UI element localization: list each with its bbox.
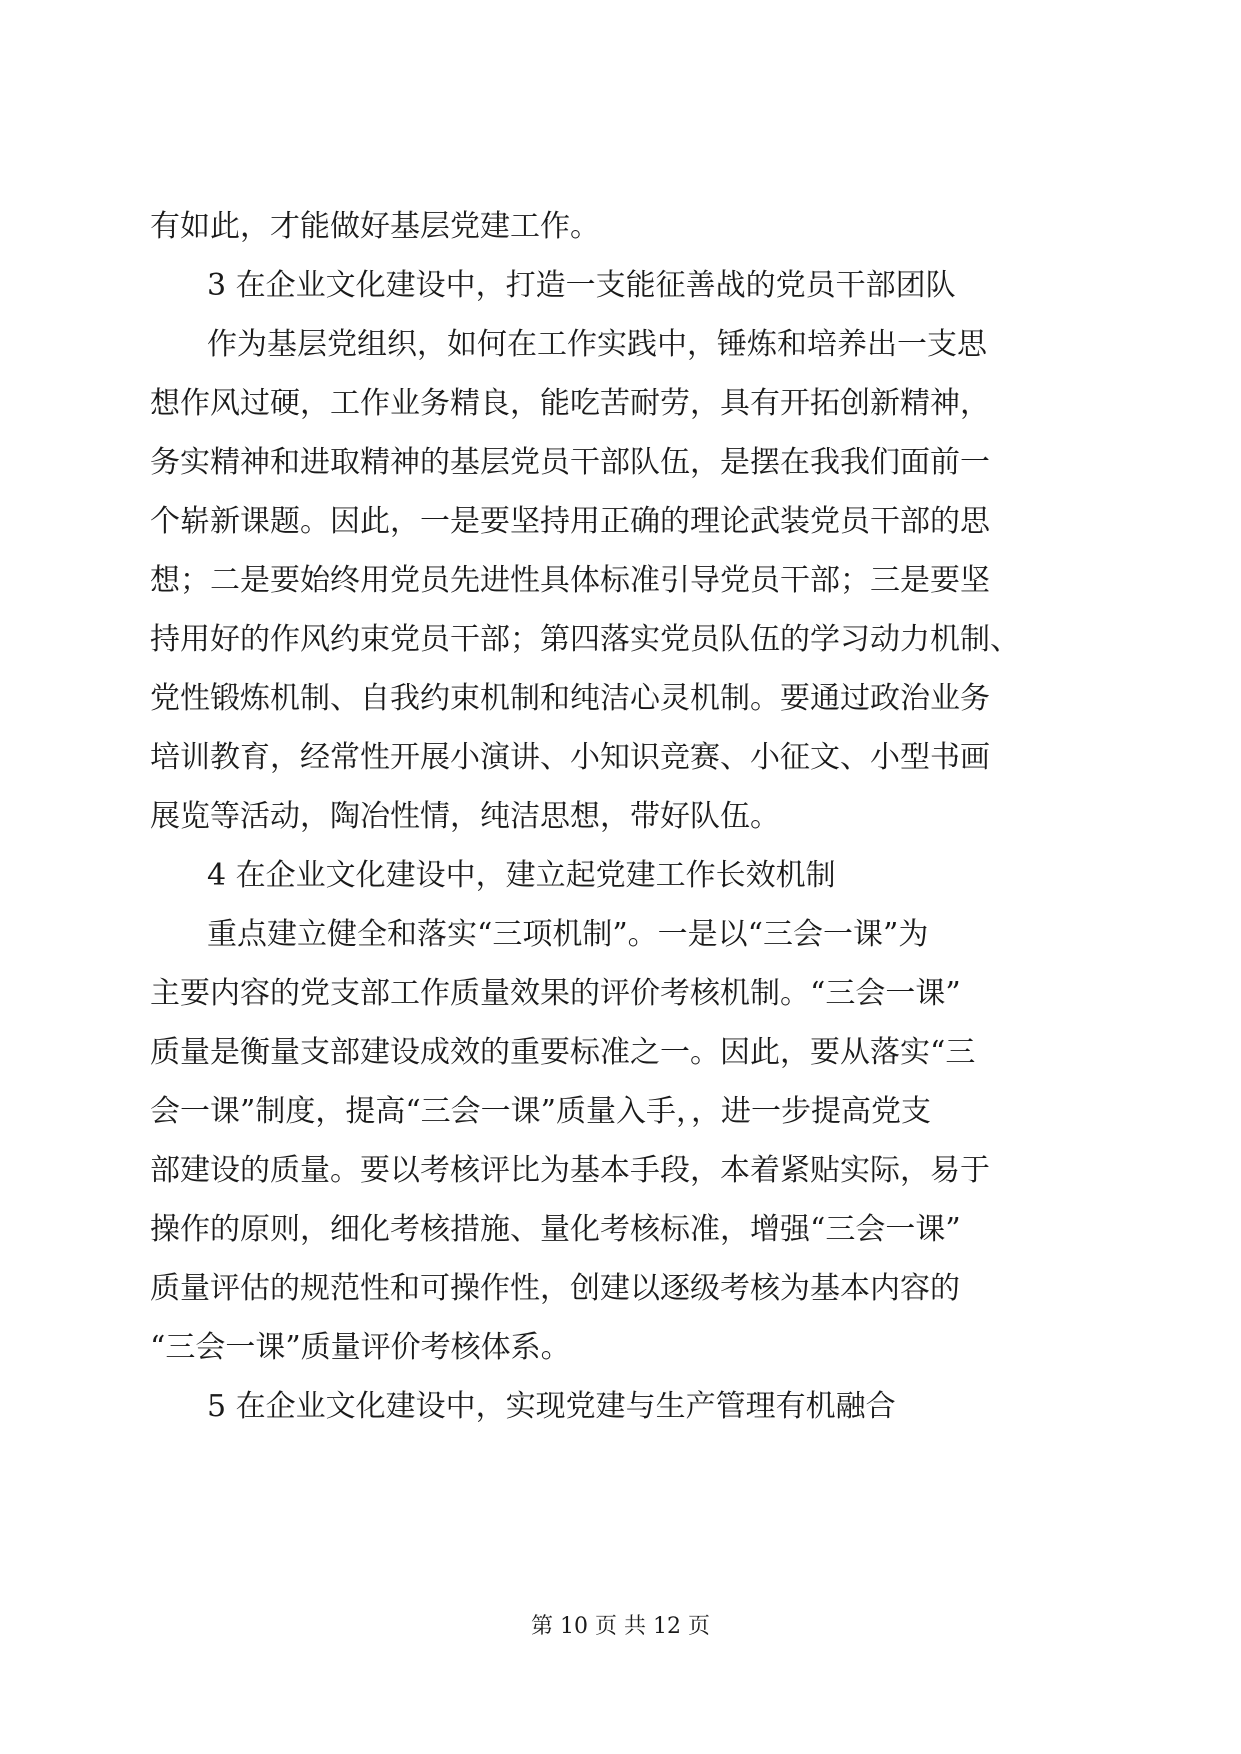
text-line: 重点建立健全和落实“三项机制”。一是以“三会一课”为	[207, 917, 929, 952]
text-line: 会一课”制度，提高“三会一课”质量入手，，进一步提高党支	[150, 1094, 932, 1129]
section-heading-3: 3 在企业文化建设中，打造一支能征善战的党员干部团队	[207, 268, 956, 303]
text-line: 务实精神和进取精神的基层党员干部队伍，是摆在我我们面前一	[150, 445, 990, 480]
text-line: 作为基层党组织，如何在工作实践中，锤炼和培养出一支思	[207, 327, 987, 362]
text-line: 想；二是要始终用党员先进性具体标准引导党员干部；三是要坚	[150, 563, 990, 598]
text-line: “三会一课”质量评价考核体系。	[150, 1330, 571, 1365]
text-line: 质量评估的规范性和可操作性，创建以逐级考核为基本内容的	[150, 1271, 960, 1306]
text-line: 质量是衡量支部建设成效的重要标准之一。因此，要从落实“三	[150, 1035, 976, 1070]
section-heading-5: 5 在企业文化建设中，实现党建与生产管理有机融合	[207, 1389, 896, 1424]
section-heading-4: 4 在企业文化建设中，建立起党建工作长效机制	[207, 858, 836, 893]
text-line: 有如此，才能做好基层党建工作。	[150, 209, 600, 244]
text-line: 培训教育，经常性开展小演讲、小知识竞赛、小征文、小型书画	[150, 740, 990, 775]
text-line: 持用好的作风约束党员干部；第四落实党员队伍的学习动力机制、	[150, 622, 1020, 657]
page-number-footer: 第 10 页 共 12 页	[531, 1614, 710, 1639]
text-line: 展览等活动，陶冶性情，纯洁思想，带好队伍。	[150, 799, 780, 834]
text-line: 部建设的质量。要以考核评比为基本手段，本着紧贴实际，易于	[150, 1153, 990, 1188]
text-line: 想作风过硬，工作业务精良，能吃苦耐劳，具有开拓创新精神，	[150, 386, 990, 421]
text-line: 操作的原则，细化考核措施、量化考核标准，增强“三会一课”	[150, 1212, 961, 1247]
text-line: 主要内容的党支部工作质量效果的评价考核机制。“三会一课”	[150, 976, 961, 1011]
text-line: 个崭新课题。因此，一是要坚持用正确的理论武装党员干部的思	[150, 504, 990, 539]
text-line: 党性锻炼机制、自我约束机制和纯洁心灵机制。要通过政治业务	[150, 681, 990, 716]
